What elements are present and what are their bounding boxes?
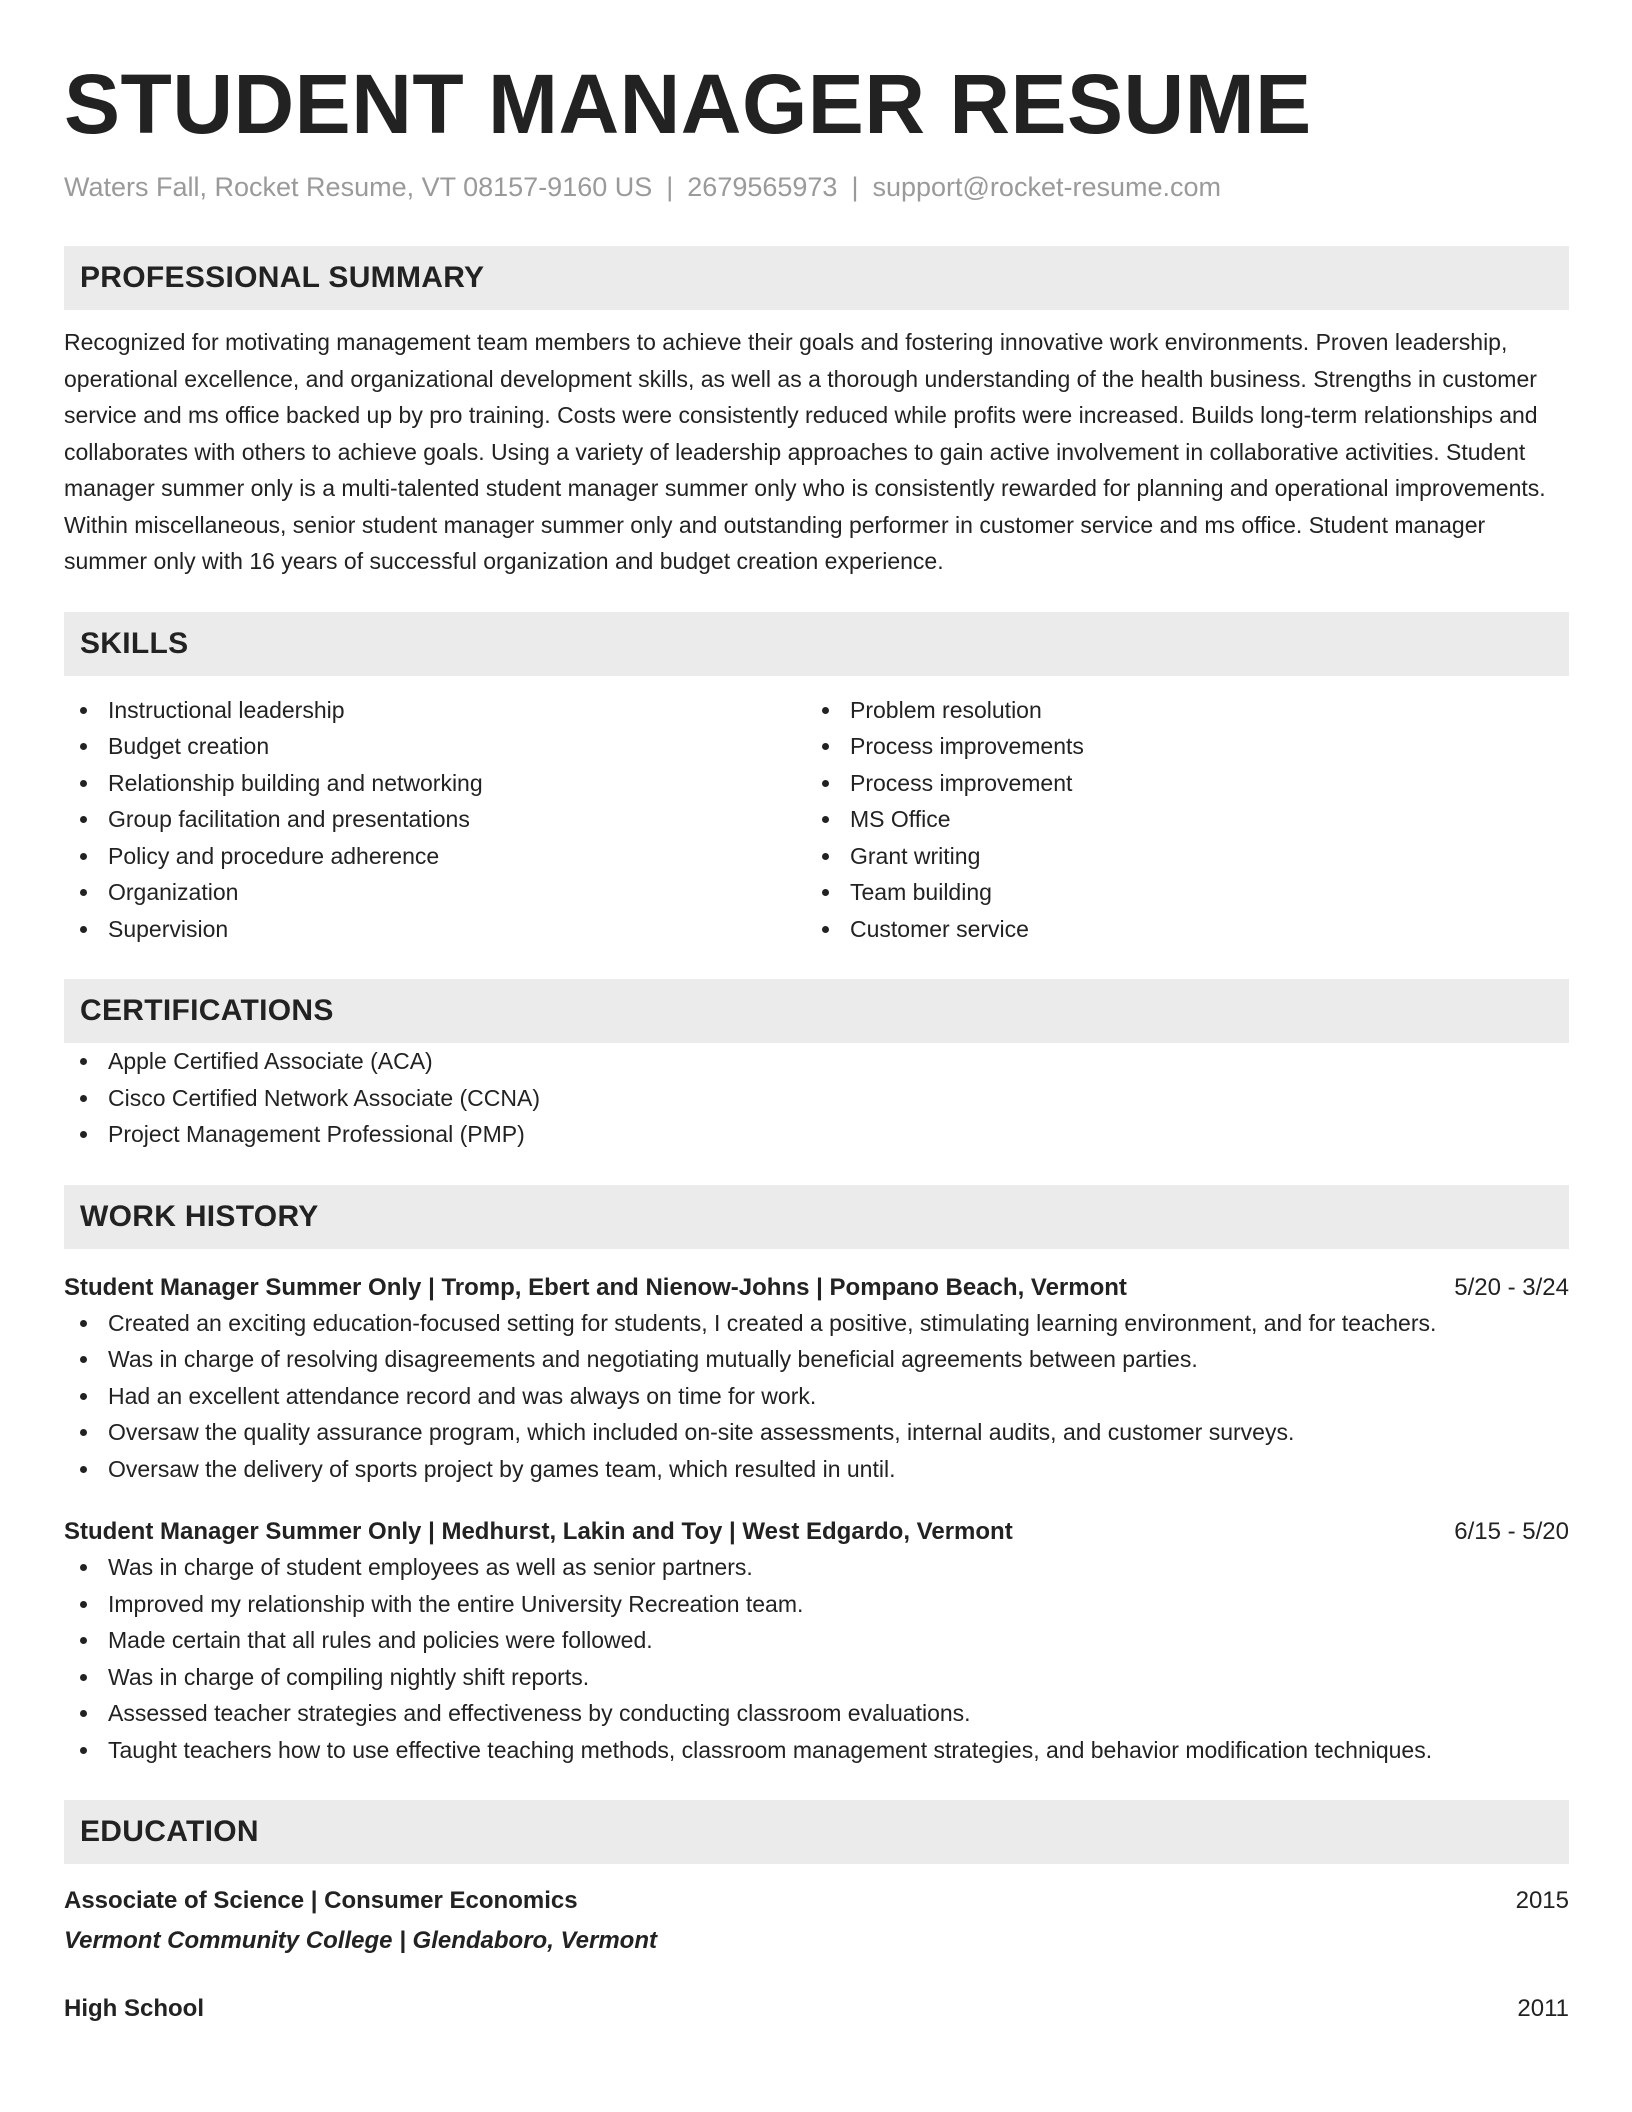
skill-item [806,765,1548,802]
contact-separator: | [666,172,674,202]
job-bullet-text: Oversaw the quality assurance program, which included on-site assessments, internal audits, and customer surveys. [108,1419,1295,1445]
bullet-icon [822,707,829,714]
job-bullet [64,1414,1569,1451]
job-title-line [64,1515,1569,1549]
skill-text: Team building [850,879,992,905]
skill-item [64,692,806,729]
job-title-line [64,1271,1569,1305]
education-degree-line [64,1884,1569,1918]
job-bullet-text: Was in charge of compiling nightly shift reports. [108,1663,590,1690]
skill-text: Process improvement [850,769,1073,796]
bullet-icon [80,1058,87,1065]
job-bullet-text: Oversaw the delivery of sports project by games team, which resulted in until. [108,1455,896,1482]
contact-separator: | [851,172,859,202]
bullet-icon [80,1356,87,1363]
job-bullet [64,1586,1569,1623]
job-bullet [64,1622,1569,1659]
skill-text: Problem resolution [850,696,1042,723]
section-header-education: EDUCATION [64,1800,1569,1864]
skill-item [806,728,1548,765]
contact-email: support@rocket-resume.com [872,172,1221,202]
skills-grid [64,692,1569,948]
summary-text: Recognized for motivating management team members to achieve their goals and fostering innovative work environments. Proven leadership, operational excellence, and organizational development skills, as well as a thorough understanding of the health business. Strengths in customer service and ms office backed up by pro training. Costs were consistently reduced while profits were increased. Builds long-term relationships and collaborates with others to achieve goals. Using a variety of leadership approaches to gain active involvement in collaborative activities. Student manager summer only is a multi-talented student manager summer only who is consistently rewarded for planning and operational improvements. Within miscellaneous, senior student manager summer only and outstanding performer in customer service and ms office. Student manager summer only with 16 years of successful organization and budget creation experience. [64,329,1546,574]
section-header-summary: PROFESSIONAL SUMMARY [64,246,1569,310]
skill-text: Instructional leadership [108,696,345,723]
job-bullet-text: Had an excellent attendance record and was always on time for work. [108,1382,817,1409]
job-entry [64,1271,1569,1488]
skills-column-right [806,692,1548,948]
certification-item [64,1043,1569,1080]
job-bullet-text: Made certain that all rules and policies were followed. [108,1627,653,1653]
job-bullets [64,1549,1569,1768]
certification-text: Cisco Certified Network Associate (CCNA) [108,1084,541,1111]
job-bullet-text: Improved my relationship with the entire University Recreation team. [108,1590,804,1617]
skill-item [806,838,1548,875]
skill-item [806,801,1548,838]
job-bullet-text: Created an exciting education-focused setting for students, I created a positive, stimulating learning environment, and for teachers. [108,1309,1437,1336]
bullet-icon [80,889,87,896]
skill-item [64,801,806,838]
skill-item [806,911,1548,948]
skill-text: Budget creation [108,733,270,759]
skill-text: Relationship building and networking [108,769,483,796]
skill-item [64,838,806,875]
bullet-icon [80,1393,87,1400]
skill-text: Policy and procedure adherence [108,842,440,869]
bullet-icon [80,1320,87,1327]
job-title: Student Manager Summer Only | Tromp, Ebert and Nienow-Johns | Pompano Beach, Vermont [64,1273,1127,1301]
resume-title: STUDENT MANAGER RESUME [64,57,1312,151]
certification-text: Project Management Professional (PMP) [108,1121,525,1147]
bullet-icon [822,743,829,750]
education-degree: Associate of Science | Consumer Economics [64,1887,578,1914]
section-header-work-history: WORK HISTORY [64,1185,1569,1249]
certification-item [64,1080,1569,1117]
skill-item [64,765,806,802]
job-dates: 6/15 - 5/20 [1454,1518,1569,1545]
bullet-icon [80,1674,87,1681]
job-bullet [64,1549,1569,1586]
section-header-certifications: CERTIFICATIONS [64,979,1569,1043]
education-entry [64,1884,1569,1958]
job-bullet [64,1695,1569,1732]
job-dates: 5/20 - 3/24 [1454,1273,1569,1301]
job-bullet [64,1659,1569,1696]
skill-text: Organization [108,879,239,905]
education-entry [64,1992,1569,2026]
skill-item [806,874,1548,911]
contact-address: Waters Fall, Rocket Resume, VT 08157-9160 US [64,172,653,202]
job-bullet-text: Taught teachers how to use effective teaching methods, classroom management strategies, and behavior modification techniques. [108,1736,1433,1763]
skill-text: Grant writing [850,842,981,869]
job-bullet-text: Was in charge of student employees as well as senior partners. [108,1554,753,1580]
education-year: 2011 [1517,1995,1569,2022]
job-bullet [64,1305,1569,1342]
skills-list-right [806,692,1548,948]
section-header-skills: SKILLS [64,612,1569,676]
contact-phone: 2679565973 [687,172,838,202]
skill-item [64,874,806,911]
job-title: Student Manager Summer Only | Medhurst, Lakin and Toy | West Edgardo, Vermont [64,1518,1013,1545]
job-bullet [64,1378,1569,1415]
skill-item [806,692,1548,729]
skill-text: Process improvements [850,733,1084,759]
bullet-icon [80,816,87,823]
job-bullet-text: Assessed teacher strategies and effectiveness by conducting classroom evaluations. [108,1700,971,1726]
bullet-icon [80,1637,87,1644]
skill-text: MS Office [850,806,951,832]
bullet-icon [80,1131,87,1138]
education-degree: High School [64,1995,204,2022]
bullet-icon [80,1710,87,1717]
bullet-icon [822,780,829,787]
bullet-icon [822,889,829,896]
certifications-list [64,1043,1569,1153]
skill-text: Group facilitation and presentations [108,806,470,832]
job-entry [64,1515,1569,1768]
bullet-icon [80,743,87,750]
contact-line [64,170,1569,204]
bullet-icon [80,926,87,933]
bullet-icon [80,707,87,714]
bullet-icon [80,1095,87,1102]
job-bullet [64,1341,1569,1378]
bullet-icon [822,853,829,860]
certification-item [64,1116,1569,1153]
job-bullets [64,1305,1569,1488]
bullet-icon [80,780,87,787]
bullet-icon [80,853,87,860]
job-bullet [64,1451,1569,1488]
education-degree-line [64,1992,1569,2026]
skill-text: Customer service [850,915,1029,942]
bullet-icon [80,1564,87,1571]
bullet-icon [80,1747,87,1754]
bullet-icon [80,1601,87,1608]
skills-list-left [64,692,806,948]
skill-item [64,911,806,948]
job-bullet [64,1732,1569,1769]
bullet-icon [80,1429,87,1436]
skills-column-left [64,692,806,948]
bullet-icon [822,816,829,823]
skill-item [64,728,806,765]
education-year: 2015 [1515,1887,1569,1914]
bullet-icon [822,926,829,933]
certification-text: Apple Certified Associate (ACA) [108,1048,433,1074]
education-school: Vermont Community College | Glendaboro, Vermont [64,1927,657,1954]
bullet-icon [80,1466,87,1473]
skill-text: Supervision [108,915,229,942]
job-bullet-text: Was in charge of resolving disagreements and negotiating mutually beneficial agreements between parties. [108,1346,1198,1372]
